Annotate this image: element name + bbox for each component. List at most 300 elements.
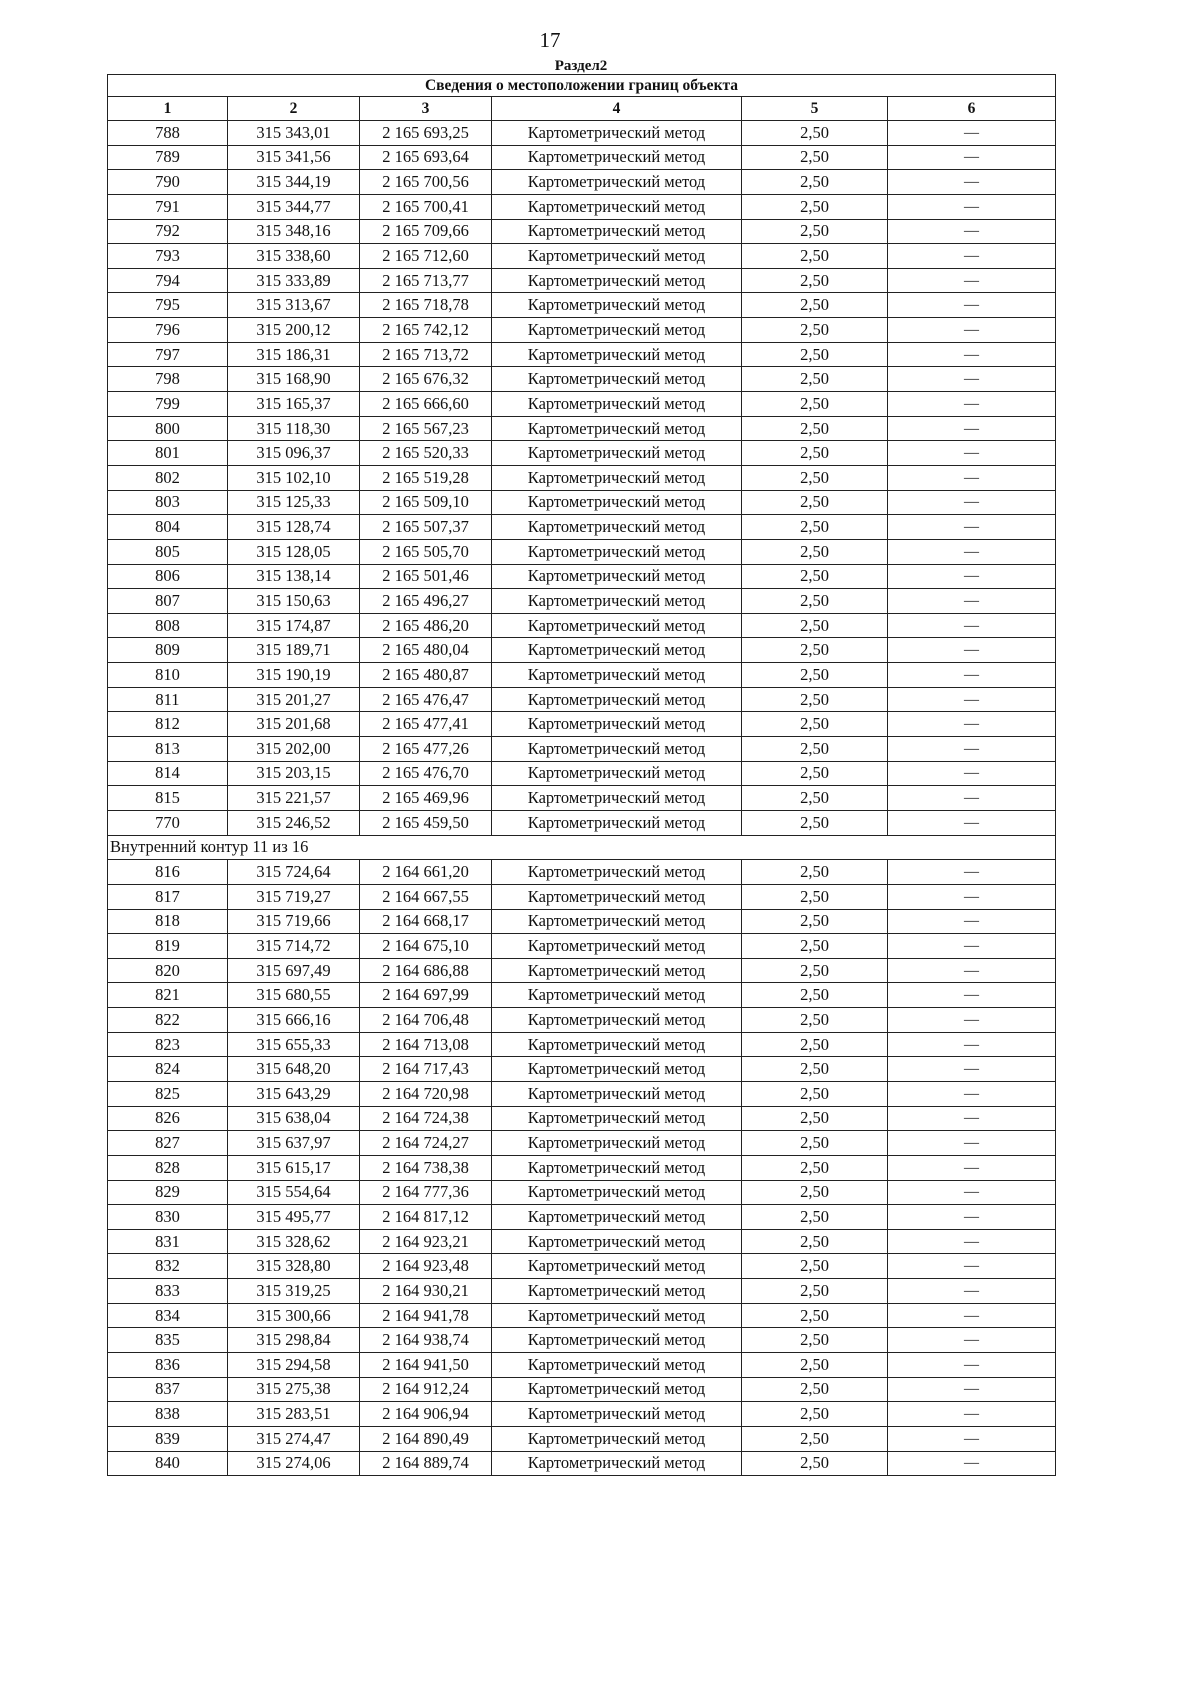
point-number-cell: 793	[108, 244, 228, 269]
table-row	[108, 638, 1056, 663]
x-coordinate-cell: 315 343,01	[228, 121, 360, 146]
description-cell: —	[888, 786, 1056, 811]
method-cell: Картометрический метод	[492, 1155, 742, 1180]
x-coordinate-cell: 315 313,67	[228, 293, 360, 318]
description-cell: —	[888, 1328, 1056, 1353]
point-number-cell: 827	[108, 1131, 228, 1156]
y-coordinate-cell: 2 165 480,87	[360, 663, 492, 688]
y-coordinate-cell: 2 165 676,32	[360, 367, 492, 392]
x-coordinate-cell: 315 221,57	[228, 786, 360, 811]
accuracy-cell: 2,50	[742, 1057, 888, 1082]
description-cell: —	[888, 1032, 1056, 1057]
x-coordinate-cell: 315 274,47	[228, 1426, 360, 1451]
description-cell: —	[888, 860, 1056, 885]
method-cell: Картометрический метод	[492, 1008, 742, 1033]
accuracy-cell: 2,50	[742, 342, 888, 367]
point-number-cell: 813	[108, 737, 228, 762]
accuracy-cell: 2,50	[742, 1377, 888, 1402]
method-cell: Картометрический метод	[492, 1081, 742, 1106]
description-cell: —	[888, 983, 1056, 1008]
x-coordinate-cell: 315 294,58	[228, 1353, 360, 1378]
point-number-cell: 792	[108, 219, 228, 244]
description-cell: —	[888, 392, 1056, 417]
table-row	[108, 589, 1056, 614]
table-row	[108, 465, 1056, 490]
accuracy-cell: 2,50	[742, 121, 888, 146]
description-cell: —	[888, 244, 1056, 269]
accuracy-cell: 2,50	[742, 392, 888, 417]
table-row	[108, 194, 1056, 219]
method-cell: Картометрический метод	[492, 613, 742, 638]
table-body	[108, 121, 1056, 1476]
table-row	[108, 1254, 1056, 1279]
method-cell: Картометрический метод	[492, 539, 742, 564]
description-cell: —	[888, 268, 1056, 293]
table-row	[108, 1279, 1056, 1304]
description-cell: —	[888, 564, 1056, 589]
x-coordinate-cell: 315 643,29	[228, 1081, 360, 1106]
y-coordinate-cell: 2 165 476,47	[360, 687, 492, 712]
accuracy-cell: 2,50	[742, 687, 888, 712]
description-cell: —	[888, 589, 1056, 614]
x-coordinate-cell: 315 554,64	[228, 1180, 360, 1205]
description-cell: —	[888, 515, 1056, 540]
description-cell: —	[888, 1205, 1056, 1230]
point-number-cell: 836	[108, 1353, 228, 1378]
method-cell: Картометрический метод	[492, 786, 742, 811]
y-coordinate-cell: 2 164 697,99	[360, 983, 492, 1008]
accuracy-cell: 2,50	[742, 441, 888, 466]
method-cell: Картометрический метод	[492, 958, 742, 983]
table-row	[108, 1032, 1056, 1057]
y-coordinate-cell: 2 164 686,88	[360, 958, 492, 983]
x-coordinate-cell: 315 714,72	[228, 934, 360, 959]
y-coordinate-cell: 2 165 712,60	[360, 244, 492, 269]
accuracy-cell: 2,50	[742, 1155, 888, 1180]
accuracy-cell: 2,50	[742, 244, 888, 269]
description-cell: —	[888, 318, 1056, 343]
table-row	[108, 441, 1056, 466]
x-coordinate-cell: 315 719,66	[228, 909, 360, 934]
y-coordinate-cell: 2 165 477,26	[360, 737, 492, 762]
accuracy-cell: 2,50	[742, 539, 888, 564]
method-cell: Картометрический метод	[492, 983, 742, 1008]
description-cell: —	[888, 934, 1056, 959]
point-number-cell: 815	[108, 786, 228, 811]
accuracy-cell: 2,50	[742, 663, 888, 688]
method-cell: Картометрический метод	[492, 687, 742, 712]
table-row	[108, 983, 1056, 1008]
table-row	[108, 761, 1056, 786]
method-cell: Картометрический метод	[492, 515, 742, 540]
accuracy-cell: 2,50	[742, 1205, 888, 1230]
table-row	[108, 1057, 1056, 1082]
accuracy-cell: 2,50	[742, 810, 888, 835]
x-coordinate-cell: 315 128,74	[228, 515, 360, 540]
accuracy-cell: 2,50	[742, 1328, 888, 1353]
table-row	[108, 367, 1056, 392]
accuracy-cell: 2,50	[742, 318, 888, 343]
point-number-cell: 797	[108, 342, 228, 367]
accuracy-cell: 2,50	[742, 564, 888, 589]
x-coordinate-cell: 315 341,56	[228, 145, 360, 170]
y-coordinate-cell: 2 165 509,10	[360, 490, 492, 515]
description-cell: —	[888, 170, 1056, 195]
section-title: Раздел2	[554, 58, 608, 74]
point-number-cell: 794	[108, 268, 228, 293]
accuracy-cell: 2,50	[742, 860, 888, 885]
column-number: 4	[492, 97, 742, 121]
description-cell: —	[888, 465, 1056, 490]
accuracy-cell: 2,50	[742, 219, 888, 244]
point-number-cell: 791	[108, 194, 228, 219]
description-cell: —	[888, 1057, 1056, 1082]
accuracy-cell: 2,50	[742, 1032, 888, 1057]
table-row	[108, 786, 1056, 811]
table-row	[108, 293, 1056, 318]
y-coordinate-cell: 2 164 889,74	[360, 1451, 492, 1476]
column-number: 1	[108, 97, 228, 121]
point-number-cell: 819	[108, 934, 228, 959]
y-coordinate-cell: 2 165 486,20	[360, 613, 492, 638]
y-coordinate-cell: 2 165 666,60	[360, 392, 492, 417]
method-cell: Картометрический метод	[492, 737, 742, 762]
description-cell: —	[888, 1131, 1056, 1156]
y-coordinate-cell: 2 164 667,55	[360, 884, 492, 909]
accuracy-cell: 2,50	[742, 1279, 888, 1304]
x-coordinate-cell: 315 201,68	[228, 712, 360, 737]
point-number-cell: 835	[108, 1328, 228, 1353]
method-cell: Картометрический метод	[492, 909, 742, 934]
description-cell: —	[888, 1254, 1056, 1279]
accuracy-cell: 2,50	[742, 293, 888, 318]
y-coordinate-cell: 2 164 717,43	[360, 1057, 492, 1082]
description-cell: —	[888, 490, 1056, 515]
point-number-cell: 829	[108, 1180, 228, 1205]
table-row	[108, 613, 1056, 638]
column-number: 5	[742, 97, 888, 121]
y-coordinate-cell: 2 165 713,72	[360, 342, 492, 367]
method-cell: Картометрический метод	[492, 638, 742, 663]
method-cell: Картометрический метод	[492, 170, 742, 195]
x-coordinate-cell: 315 338,60	[228, 244, 360, 269]
method-cell: Картометрический метод	[492, 1057, 742, 1082]
x-coordinate-cell: 315 637,97	[228, 1131, 360, 1156]
description-cell: —	[888, 1229, 1056, 1254]
table-row	[108, 663, 1056, 688]
accuracy-cell: 2,50	[742, 170, 888, 195]
method-cell: Картометрический метод	[492, 884, 742, 909]
accuracy-cell: 2,50	[742, 761, 888, 786]
method-cell: Картометрический метод	[492, 1106, 742, 1131]
x-coordinate-cell: 315 495,77	[228, 1205, 360, 1230]
y-coordinate-cell: 2 164 668,17	[360, 909, 492, 934]
x-coordinate-cell: 315 200,12	[228, 318, 360, 343]
y-coordinate-cell: 2 165 700,41	[360, 194, 492, 219]
y-coordinate-cell: 2 165 505,70	[360, 539, 492, 564]
point-number-cell: 837	[108, 1377, 228, 1402]
x-coordinate-cell: 315 186,31	[228, 342, 360, 367]
accuracy-cell: 2,50	[742, 613, 888, 638]
y-coordinate-cell: 2 165 709,66	[360, 219, 492, 244]
point-number-cell: 821	[108, 983, 228, 1008]
table-row	[108, 737, 1056, 762]
x-coordinate-cell: 315 666,16	[228, 1008, 360, 1033]
table-caption-row	[108, 75, 1056, 97]
accuracy-cell: 2,50	[742, 737, 888, 762]
point-number-cell: 796	[108, 318, 228, 343]
y-coordinate-cell: 2 164 912,24	[360, 1377, 492, 1402]
y-coordinate-cell: 2 165 693,64	[360, 145, 492, 170]
y-coordinate-cell: 2 165 742,12	[360, 318, 492, 343]
table-row	[108, 1377, 1056, 1402]
point-number-cell: 840	[108, 1451, 228, 1476]
description-cell: —	[888, 145, 1056, 170]
method-cell: Картометрический метод	[492, 490, 742, 515]
contour-row	[108, 835, 1056, 860]
description-cell: —	[888, 1353, 1056, 1378]
point-number-cell: 828	[108, 1155, 228, 1180]
point-number-cell: 830	[108, 1205, 228, 1230]
y-coordinate-cell: 2 165 700,56	[360, 170, 492, 195]
accuracy-cell: 2,50	[742, 1180, 888, 1205]
description-cell: —	[888, 1303, 1056, 1328]
point-number-cell: 834	[108, 1303, 228, 1328]
accuracy-cell: 2,50	[742, 490, 888, 515]
method-cell: Картометрический метод	[492, 441, 742, 466]
point-number-cell: 831	[108, 1229, 228, 1254]
point-number-cell: 800	[108, 416, 228, 441]
table-row	[108, 1303, 1056, 1328]
method-cell: Картометрический метод	[492, 1303, 742, 1328]
accuracy-cell: 2,50	[742, 589, 888, 614]
method-cell: Картометрический метод	[492, 1180, 742, 1205]
x-coordinate-cell: 315 138,14	[228, 564, 360, 589]
table-row	[108, 934, 1056, 959]
table-row	[108, 564, 1056, 589]
table-row	[108, 958, 1056, 983]
method-cell: Картометрический метод	[492, 1279, 742, 1304]
x-coordinate-cell: 315 300,66	[228, 1303, 360, 1328]
description-cell: —	[888, 909, 1056, 934]
column-number: 3	[360, 97, 492, 121]
description-cell: —	[888, 1180, 1056, 1205]
description-cell: —	[888, 121, 1056, 146]
method-cell: Картометрический метод	[492, 121, 742, 146]
method-cell: Картометрический метод	[492, 268, 742, 293]
x-coordinate-cell: 315 125,33	[228, 490, 360, 515]
accuracy-cell: 2,50	[742, 515, 888, 540]
description-cell: —	[888, 810, 1056, 835]
point-number-cell: 799	[108, 392, 228, 417]
y-coordinate-cell: 2 165 501,46	[360, 564, 492, 589]
description-cell: —	[888, 416, 1056, 441]
description-cell: —	[888, 539, 1056, 564]
y-coordinate-cell: 2 164 724,27	[360, 1131, 492, 1156]
table-row	[108, 342, 1056, 367]
y-coordinate-cell: 2 165 496,27	[360, 589, 492, 614]
point-number-cell: 823	[108, 1032, 228, 1057]
x-coordinate-cell: 315 344,77	[228, 194, 360, 219]
table-row	[108, 860, 1056, 885]
accuracy-cell: 2,50	[742, 934, 888, 959]
description-cell: —	[888, 638, 1056, 663]
point-number-cell: 808	[108, 613, 228, 638]
accuracy-cell: 2,50	[742, 884, 888, 909]
point-number-cell: 802	[108, 465, 228, 490]
y-coordinate-cell: 2 164 923,48	[360, 1254, 492, 1279]
point-number-cell: 790	[108, 170, 228, 195]
point-number-cell: 805	[108, 539, 228, 564]
accuracy-cell: 2,50	[742, 194, 888, 219]
method-cell: Картометрический метод	[492, 1353, 742, 1378]
method-cell: Картометрический метод	[492, 1229, 742, 1254]
y-coordinate-cell: 2 164 675,10	[360, 934, 492, 959]
y-coordinate-cell: 2 165 507,37	[360, 515, 492, 540]
table-row	[108, 145, 1056, 170]
table-row	[108, 1131, 1056, 1156]
method-cell: Картометрический метод	[492, 1426, 742, 1451]
description-cell: —	[888, 1106, 1056, 1131]
method-cell: Картометрический метод	[492, 934, 742, 959]
table-row	[108, 1353, 1056, 1378]
description-cell: —	[888, 958, 1056, 983]
y-coordinate-cell: 2 164 906,94	[360, 1402, 492, 1427]
accuracy-cell: 2,50	[742, 1402, 888, 1427]
y-coordinate-cell: 2 165 718,78	[360, 293, 492, 318]
x-coordinate-cell: 315 298,84	[228, 1328, 360, 1353]
y-coordinate-cell: 2 165 459,50	[360, 810, 492, 835]
description-cell: —	[888, 1008, 1056, 1033]
method-cell: Картометрический метод	[492, 1131, 742, 1156]
accuracy-cell: 2,50	[742, 1131, 888, 1156]
table-row	[108, 1451, 1056, 1476]
accuracy-cell: 2,50	[742, 909, 888, 934]
x-coordinate-cell: 315 202,00	[228, 737, 360, 762]
point-number-cell: 788	[108, 121, 228, 146]
table-row	[108, 170, 1056, 195]
x-coordinate-cell: 315 648,20	[228, 1057, 360, 1082]
method-cell: Картометрический метод	[492, 663, 742, 688]
table-caption: Сведения о местоположении границ объекта	[108, 75, 1056, 97]
point-number-cell: 806	[108, 564, 228, 589]
x-coordinate-cell: 315 174,87	[228, 613, 360, 638]
description-cell: —	[888, 293, 1056, 318]
table-row	[108, 490, 1056, 515]
y-coordinate-cell: 2 165 520,33	[360, 441, 492, 466]
table-row	[108, 810, 1056, 835]
table-row	[108, 909, 1056, 934]
description-cell: —	[888, 342, 1056, 367]
table-row	[108, 1205, 1056, 1230]
description-cell: —	[888, 1279, 1056, 1304]
x-coordinate-cell: 315 165,37	[228, 392, 360, 417]
accuracy-cell: 2,50	[742, 367, 888, 392]
x-coordinate-cell: 315 344,19	[228, 170, 360, 195]
column-number: 6	[888, 97, 1056, 121]
accuracy-cell: 2,50	[742, 145, 888, 170]
column-number-row	[108, 97, 1056, 121]
y-coordinate-cell: 2 165 713,77	[360, 268, 492, 293]
point-number-cell: 838	[108, 1402, 228, 1427]
y-coordinate-cell: 2 164 941,78	[360, 1303, 492, 1328]
point-number-cell: 807	[108, 589, 228, 614]
table-row	[108, 1008, 1056, 1033]
table-row	[108, 392, 1056, 417]
description-cell: —	[888, 1451, 1056, 1476]
accuracy-cell: 2,50	[742, 1229, 888, 1254]
x-coordinate-cell: 315 348,16	[228, 219, 360, 244]
point-number-cell: 809	[108, 638, 228, 663]
x-coordinate-cell: 315 697,49	[228, 958, 360, 983]
point-number-cell: 789	[108, 145, 228, 170]
x-coordinate-cell: 315 118,30	[228, 416, 360, 441]
x-coordinate-cell: 315 680,55	[228, 983, 360, 1008]
y-coordinate-cell: 2 165 519,28	[360, 465, 492, 490]
table-row	[108, 121, 1056, 146]
x-coordinate-cell: 315 102,10	[228, 465, 360, 490]
method-cell: Картометрический метод	[492, 564, 742, 589]
accuracy-cell: 2,50	[742, 268, 888, 293]
x-coordinate-cell: 315 655,33	[228, 1032, 360, 1057]
contour-label: Внутренний контур 11 из 16	[108, 835, 1056, 860]
boundary-table	[107, 74, 1056, 1476]
method-cell: Картометрический метод	[492, 1328, 742, 1353]
y-coordinate-cell: 2 164 930,21	[360, 1279, 492, 1304]
y-coordinate-cell: 2 165 567,23	[360, 416, 492, 441]
method-cell: Картометрический метод	[492, 367, 742, 392]
accuracy-cell: 2,50	[742, 1303, 888, 1328]
y-coordinate-cell: 2 165 480,04	[360, 638, 492, 663]
y-coordinate-cell: 2 164 923,21	[360, 1229, 492, 1254]
point-number-cell: 824	[108, 1057, 228, 1082]
method-cell: Картометрический метод	[492, 1032, 742, 1057]
accuracy-cell: 2,50	[742, 1081, 888, 1106]
description-cell: —	[888, 687, 1056, 712]
method-cell: Картометрический метод	[492, 761, 742, 786]
method-cell: Картометрический метод	[492, 392, 742, 417]
table-row	[108, 884, 1056, 909]
accuracy-cell: 2,50	[742, 1008, 888, 1033]
x-coordinate-cell: 315 319,25	[228, 1279, 360, 1304]
description-cell: —	[888, 194, 1056, 219]
y-coordinate-cell: 2 164 706,48	[360, 1008, 492, 1033]
method-cell: Картометрический метод	[492, 1451, 742, 1476]
x-coordinate-cell: 315 189,71	[228, 638, 360, 663]
point-number-cell: 811	[108, 687, 228, 712]
table-row	[108, 1106, 1056, 1131]
table-row	[108, 219, 1056, 244]
accuracy-cell: 2,50	[742, 712, 888, 737]
y-coordinate-cell: 2 164 724,38	[360, 1106, 492, 1131]
point-number-cell: 801	[108, 441, 228, 466]
description-cell: —	[888, 1426, 1056, 1451]
table-row	[108, 268, 1056, 293]
x-coordinate-cell: 315 333,89	[228, 268, 360, 293]
description-cell: —	[888, 712, 1056, 737]
point-number-cell: 825	[108, 1081, 228, 1106]
accuracy-cell: 2,50	[742, 958, 888, 983]
x-coordinate-cell: 315 328,80	[228, 1254, 360, 1279]
accuracy-cell: 2,50	[742, 1353, 888, 1378]
description-cell: —	[888, 441, 1056, 466]
method-cell: Картометрический метод	[492, 342, 742, 367]
table-row	[108, 515, 1056, 540]
accuracy-cell: 2,50	[742, 1254, 888, 1279]
description-cell: —	[888, 1081, 1056, 1106]
point-number-cell: 817	[108, 884, 228, 909]
x-coordinate-cell: 315 203,15	[228, 761, 360, 786]
